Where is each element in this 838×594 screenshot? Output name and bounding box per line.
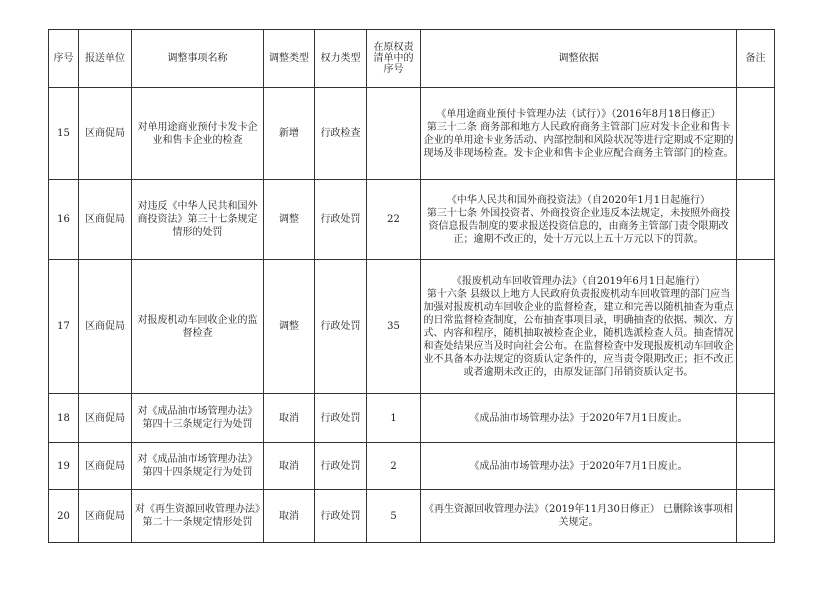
col-basis-header: 调整依据 (421, 30, 737, 88)
remark-cell (737, 490, 775, 543)
item-name-cell: 对违反《中华人民共和国外商投资法》第三十七条规定情形的处罚 (132, 180, 264, 260)
power-type-cell: 行政处罚 (315, 180, 367, 260)
basis-line: 第三十七条 外国投资者、外商投资企业违反本法规定，未按照外商投资信息报告制度的要求报送投资信息的，由商务主管部门责令限期改正；逾期不改正的，处十万元以上五十万元以下的罚款。 (426, 207, 731, 245)
adjust-type-cell: 取消 (264, 490, 315, 543)
basis-cell (421, 180, 737, 260)
adjustment-table (48, 29, 775, 543)
unit-cell: 区商促局 (79, 260, 132, 394)
remark-cell (737, 180, 775, 260)
item-name-cell: 对《成品油市场管理办法》第四十四条规定行为处罚 (132, 443, 264, 490)
table-row (49, 394, 775, 443)
unit-cell: 区商促局 (79, 443, 132, 490)
col-adjust-type-header: 调整类型 (264, 30, 315, 88)
adjust-type-cell: 新增 (264, 88, 315, 180)
basis-cell (421, 443, 737, 490)
adjust-type-cell: 取消 (264, 394, 315, 443)
item-name-cell: 对《成品油市场管理办法》第四十三条规定行为处罚 (132, 394, 264, 443)
orig-seq-cell (367, 88, 421, 180)
basis-line: 《成品油市场管理办法》于2020年7月1日废止。 (469, 412, 688, 424)
power-type-cell: 行政检查 (315, 88, 367, 180)
col-orig-seq-header: 在原权责清单中的序号 (367, 30, 421, 88)
remark-cell (737, 88, 775, 180)
basis-line: 《成品油市场管理办法》于2020年7月1日废止。 (469, 460, 688, 472)
adjust-type-cell: 调整 (264, 180, 315, 260)
seq-cell: 17 (49, 260, 79, 394)
basis-line: 《单用途商业预付卡管理办法（试行）》（2016年8月18日修正） (436, 108, 721, 120)
basis-line: 《再生资源回收管理办法》（2019年11月30日修正） 已删除该事项相关规定。 (423, 504, 734, 528)
basis-line: 《报废机动车回收管理办法》（自2019年6月1日起施行） (451, 275, 706, 287)
seq-cell: 18 (49, 394, 79, 443)
orig-seq-cell: 35 (367, 260, 421, 394)
power-type-cell: 行政处罚 (315, 443, 367, 490)
orig-seq-cell: 2 (367, 443, 421, 490)
basis-line: 第十六条 县级以上地方人民政府负责报废机动车回收管理的部门应当加强对报废机动车回收企业的监督检查，建立和完善以随机抽查为重点的日常监督检查制度，公布抽查事项目录，明确抽查的依据、频次、方式、内容和程序，随机抽取被检查企业，随机选派检查人员。抽查情况和查处结果应当及时向社会公布。在监督检查中发现报废机动车回收企业不具备本办法规定的资质认定条件的，应当责令限期改正；拒不改正或者逾期未改正的，由原发证部门吊销资质认定书。 (423, 288, 734, 378)
col-name-header: 调整事项名称 (132, 30, 264, 88)
col-remark-header: 备注 (737, 30, 775, 88)
table-row (49, 490, 775, 543)
table-row (49, 260, 775, 394)
seq-cell: 19 (49, 443, 79, 490)
seq-cell: 15 (49, 88, 79, 180)
remark-cell (737, 443, 775, 490)
seq-cell: 20 (49, 490, 79, 543)
table-row (49, 180, 775, 260)
adjust-type-cell: 取消 (264, 443, 315, 490)
unit-cell: 区商促局 (79, 88, 132, 180)
col-unit-header: 报送单位 (79, 30, 132, 88)
item-name-cell: 对单用途商业预付卡发卡企业和售卡企业的检查 (132, 88, 264, 180)
basis-line: 《中华人民共和国外商投资法》（自2020年1月1日起施行） (446, 194, 711, 206)
unit-cell: 区商促局 (79, 180, 132, 260)
orig-seq-cell: 22 (367, 180, 421, 260)
item-name-cell: 对报废机动车回收企业的监督检查 (132, 260, 264, 394)
basis-cell (421, 260, 737, 394)
adjust-type-cell: 调整 (264, 260, 315, 394)
power-type-cell: 行政处罚 (315, 394, 367, 443)
col-seq-header: 序号 (49, 30, 79, 88)
power-type-cell: 行政处罚 (315, 260, 367, 394)
table-row (49, 88, 775, 180)
basis-line: 第三十二条 商务部和地方人民政府商务主管部门应对发卡企业和售卡企业的单用途卡业务活动、内部控制和风险状况等进行定期或不定期的现场及非现场检查。发卡企业和售卡企业应配合商务主管部门的检查。 (423, 121, 734, 159)
basis-cell (421, 394, 737, 443)
basis-cell (421, 490, 737, 543)
remark-cell (737, 260, 775, 394)
unit-cell: 区商促局 (79, 490, 132, 543)
basis-cell (421, 88, 737, 180)
remark-cell (737, 394, 775, 443)
seq-cell: 16 (49, 180, 79, 260)
col-power-type-header: 权力类型 (315, 30, 367, 88)
orig-seq-cell: 5 (367, 490, 421, 543)
power-type-cell: 行政处罚 (315, 490, 367, 543)
header-row (49, 30, 775, 88)
unit-cell: 区商促局 (79, 394, 132, 443)
item-name-cell: 对《再生资源回收管理办法》第二十一条规定情形处罚 (132, 490, 264, 543)
orig-seq-cell: 1 (367, 394, 421, 443)
table-row (49, 443, 775, 490)
